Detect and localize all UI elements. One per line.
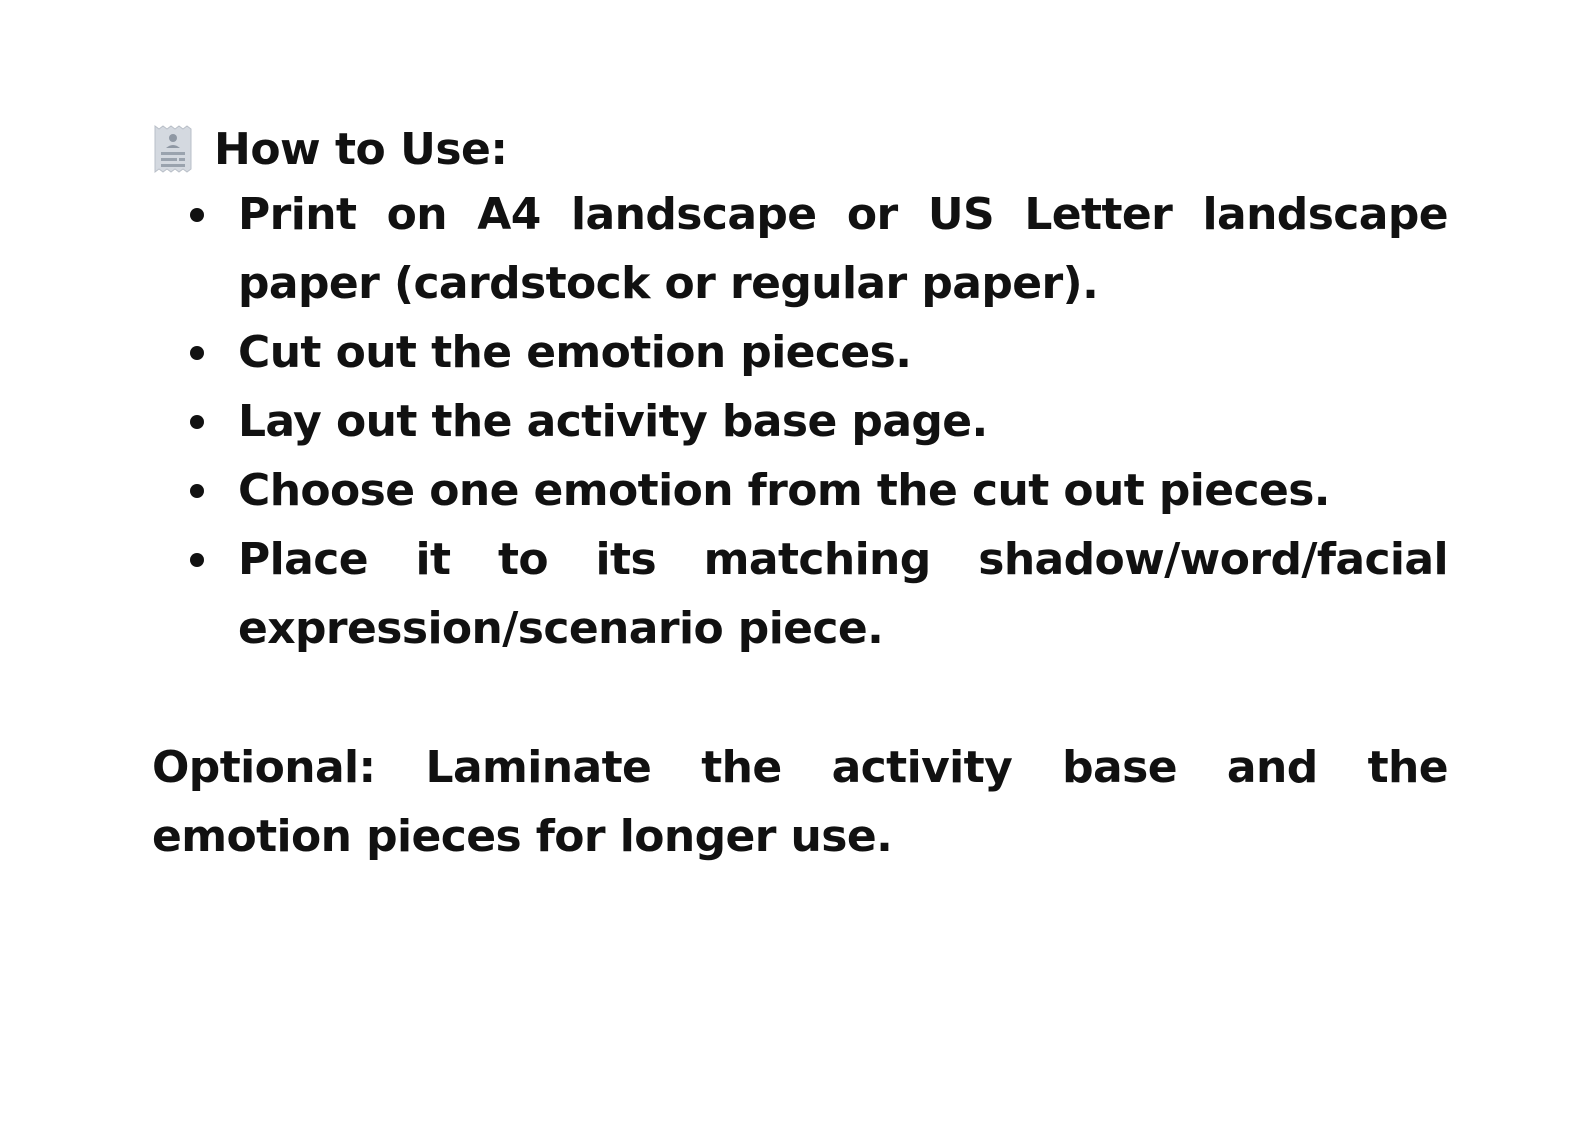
- step-text: Print on A4 landscape or US Letter landscape paper (cardstock or regular paper).: [238, 189, 1448, 309]
- instructions-heading: [152, 118, 1448, 180]
- receipt-document-icon: [152, 124, 194, 174]
- list-item: [152, 180, 1448, 318]
- list-item: [152, 525, 1448, 663]
- bullet-icon: [190, 415, 204, 429]
- list-item: [152, 318, 1448, 387]
- step-text: Cut out the emotion pieces.: [238, 327, 912, 378]
- bullet-icon: [190, 208, 204, 222]
- bullet-icon: [190, 484, 204, 498]
- step-text: Choose one emotion from the cut out pieces.: [238, 465, 1330, 516]
- step-text: Lay out the activity base page.: [238, 396, 988, 447]
- bullet-icon: [190, 553, 204, 567]
- steps-list: [152, 180, 1448, 663]
- bullet-icon: [190, 346, 204, 360]
- optional-note: Optional: Laminate the activity base and the emotion pieces for longer use.: [152, 742, 1448, 862]
- instructions-section: [152, 118, 1448, 915]
- heading-text: How to Use:: [214, 123, 508, 175]
- step-text: Place it to its matching shadow/word/facial expression/scenario piece.: [238, 534, 1448, 654]
- list-item: [152, 387, 1448, 456]
- list-item: [152, 456, 1448, 525]
